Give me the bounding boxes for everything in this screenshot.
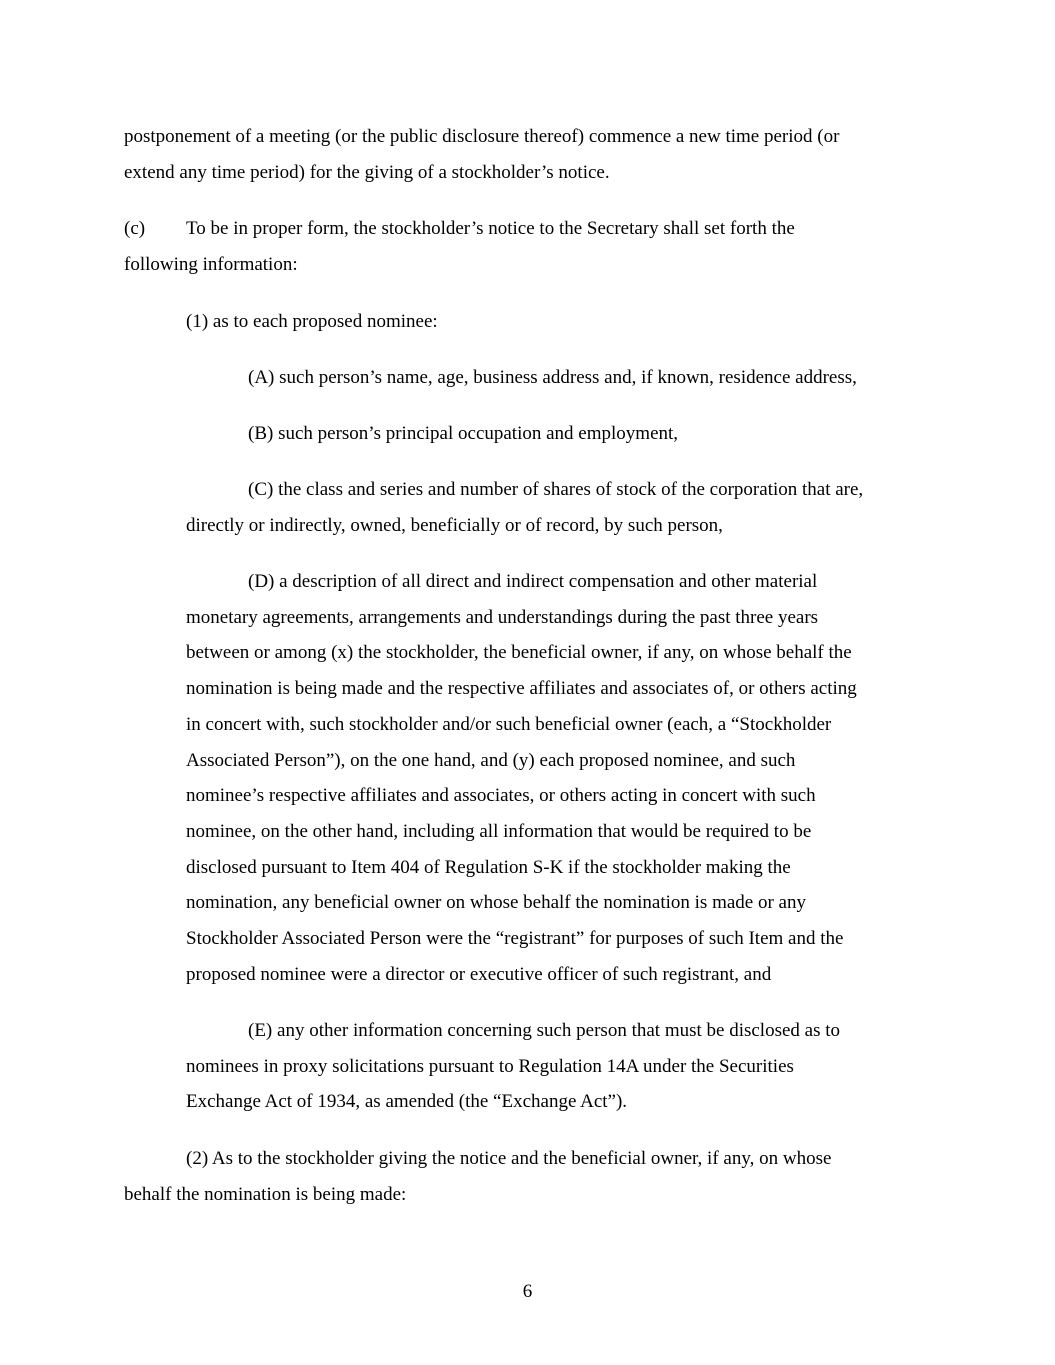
paragraph-line: Associated Person”), on the one hand, and (y) each proposed nominee, and such xyxy=(186,749,796,771)
paragraph-line: proposed nominee were a director or executive officer of such registrant, and xyxy=(186,963,772,985)
paragraph-item-c xyxy=(186,472,863,543)
paragraph-item-2 xyxy=(124,1141,831,1212)
paragraph-line: following information: xyxy=(124,253,298,275)
paragraph-line: nomination, any beneficial owner on whose behalf the nomination is made or any xyxy=(186,892,806,914)
paragraph-line: disclosed pursuant to Item 404 of Regulation S-K if the stockholder making the xyxy=(186,856,791,878)
paragraph-line: nominee, on the other hand, including all information that would be required to be xyxy=(186,820,812,842)
paragraph-line: (2) As to the stockholder giving the notice and the beneficial owner, if any, on whose xyxy=(186,1148,832,1169)
paragraph-line: Exchange Act of 1934, as amended (the “Exchange Act”). xyxy=(186,1091,628,1113)
paragraph-line: in concert with, such stockholder and/or such beneficial owner (each, a “Stockholder xyxy=(186,713,832,735)
paragraph-item-b xyxy=(248,416,678,452)
paragraph-line: (E) any other information concerning such person that must be disclosed as to xyxy=(248,1020,841,1041)
paragraph-line: (C) the class and series and number of shares of stock of the corporation that are, xyxy=(248,479,864,500)
paragraph-line: (D) a description of all direct and indirect compensation and other material xyxy=(248,571,818,592)
paragraph-item-d xyxy=(186,564,857,992)
page-number: 6 xyxy=(522,1281,533,1302)
paragraph-line: monetary agreements, arrangements and understandings during the past three years xyxy=(186,606,819,628)
paragraph-line: nominees in proxy solicitations pursuant to Regulation 14A under the Securities xyxy=(186,1055,794,1077)
paragraph-line-text: To be in proper form, the stockholder’s notice to the Secretary shall set forth the xyxy=(186,218,795,239)
paragraph-line: extend any time period) for the giving of a stockholder’s notice. xyxy=(124,161,610,183)
paragraph-item-a xyxy=(248,360,857,396)
paragraph-line: directly or indirectly, owned, beneficially or of record, by such person, xyxy=(186,514,723,536)
paragraph-line: (A) such person’s name, age, business address and, if known, residence address, xyxy=(248,367,857,388)
paragraph-line: postponement of a meeting (or the public disclosure thereof) commence a new time period (or xyxy=(124,126,840,147)
paragraph-line: nomination is being made and the respective affiliates and associates of, or others acting xyxy=(186,678,857,700)
paragraph-line xyxy=(124,211,795,247)
paragraph-line: nominee’s respective affiliates and associates, or others acting in concert with such xyxy=(186,785,816,807)
paragraph-line: (1) as to each proposed nominee: xyxy=(186,311,438,332)
paragraph-intro-continuation xyxy=(124,119,839,190)
paragraph-line: Stockholder Associated Person were the “registrant” for purposes of such Item and the xyxy=(186,928,844,950)
paragraph-item-e xyxy=(186,1013,840,1120)
paragraph-line: between or among (x) the stockholder, the beneficial owner, if any, on whose behalf the xyxy=(186,642,852,664)
section-label: (c) xyxy=(124,218,146,239)
paragraph-section-c xyxy=(124,211,795,282)
paragraph-item-1 xyxy=(186,304,438,340)
paragraph-line: (B) such person’s principal occupation and employment, xyxy=(248,423,679,444)
paragraph-line: behalf the nomination is being made: xyxy=(124,1183,407,1205)
